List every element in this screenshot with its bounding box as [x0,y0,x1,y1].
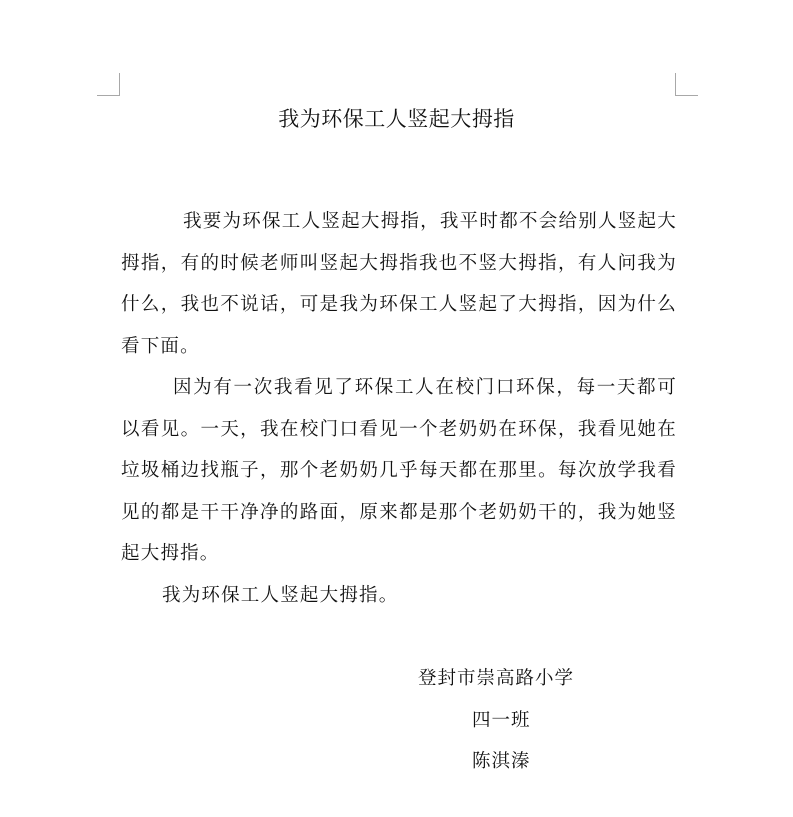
paragraph-1: 我要为环保工人竖起大拇指，我平时都不会给别人竖起大拇指，有的时候老师叫竖起大拇指我也不竖大拇指，有人问我为什么，我也不说话，可是我为环保工人竖起了大拇指，因为什么看下面。 [121,211,677,357]
top-left-margin-mark [97,73,120,96]
top-right-margin-mark [675,73,698,96]
essay-title: 我为环保工人竖起大拇指 [278,107,515,131]
signature-school: 登封市崇高路小学 [418,668,575,689]
signature-class: 四一班 [472,710,531,731]
signature-author-name: 陈淇溱 [472,751,531,772]
paragraph-2: 因为有一次我看见了环保工人在校门口环保，每一天都可以看见。一天，我在校门口看见一个老奶奶在环保，我看见她在垃圾桶边找瓶子，那个老奶奶几乎每天都在那里。每次放学我看见的都是干干净净的路面，原来都是那个老奶奶干的，我为她竖起大拇指。 [121,377,677,564]
paragraph-3: 我为环保工人竖起大拇指。 [162,585,399,606]
